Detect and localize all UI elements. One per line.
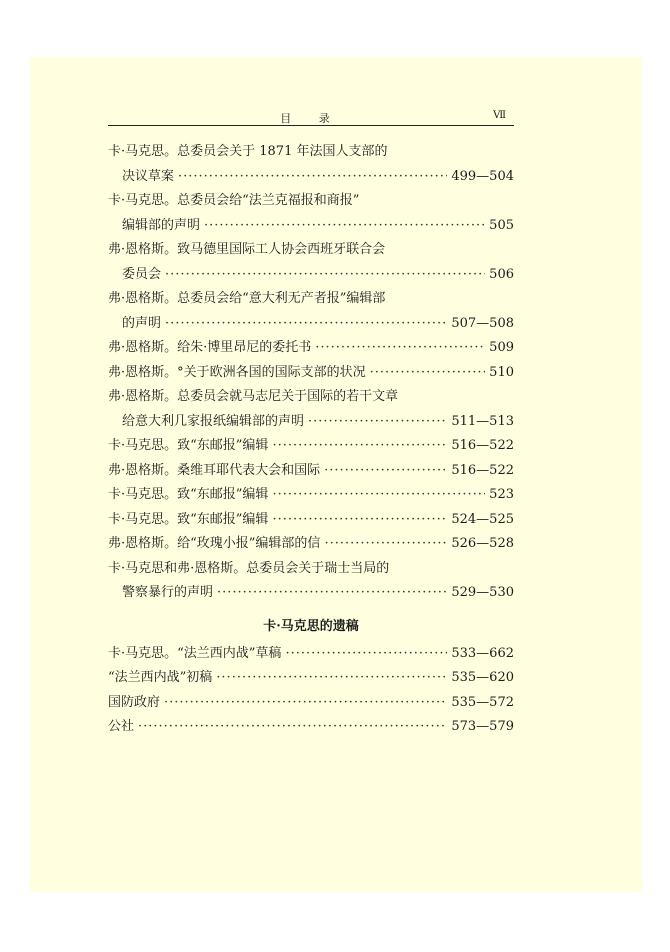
header-page-number: Ⅶ bbox=[493, 110, 506, 121]
leader-dots bbox=[165, 312, 447, 337]
toc-page-range: 510 bbox=[489, 364, 514, 380]
toc-entry-line: 弗·恩格斯。给朱·博里昂尼的委托书 ····· 509 bbox=[108, 336, 514, 361]
leader-dots bbox=[165, 263, 485, 288]
toc-page-range: 523 bbox=[489, 487, 514, 502]
leader-dots bbox=[272, 434, 447, 459]
toc-page-range: 535—572 bbox=[451, 694, 514, 710]
leader-dots bbox=[272, 508, 447, 533]
toc-entry-line: “法兰西内战”初稿 ····· 535—620 bbox=[108, 666, 514, 691]
running-header bbox=[108, 104, 514, 126]
toc-entry-title: 弗·恩格斯。致马德里国际工人协会西班牙联合会 bbox=[108, 242, 386, 257]
toc-page-range: 499—504 bbox=[451, 168, 514, 184]
toc-entry-line: 国防政府 ····· 535—572 bbox=[108, 691, 514, 716]
leader-dots bbox=[324, 532, 447, 557]
leader-dots bbox=[308, 410, 447, 435]
toc-entry-title: 卡·马克思。总委员会给“法兰克福报和商报” bbox=[108, 193, 360, 208]
toc-entry-line: 卡·马克思。“法兰西内战”草稿 ····· 533—662 bbox=[108, 642, 514, 667]
leader-dots bbox=[315, 336, 485, 361]
toc-entry-line: 决议草案 ····· 499—504 bbox=[108, 165, 514, 190]
toc-entry-line: 弗·恩格斯。给“玫瑰小报”编辑部的信 ····· 526—528 bbox=[108, 532, 514, 557]
leader-dots bbox=[178, 165, 447, 190]
toc-entry-line: 的声明 ····· 507—508 bbox=[108, 312, 514, 337]
toc-entry-line: 编辑部的声明 ····· 505 bbox=[108, 214, 514, 239]
toc-entry-title: 弗·恩格斯。总委员会就马志尼关于国际的若干文章 bbox=[108, 389, 399, 404]
toc-entry-line: 卡·马克思。致“东邮报”编辑 ····· 516—522 bbox=[108, 434, 514, 459]
leader-dots bbox=[217, 581, 447, 606]
leader-dots bbox=[138, 715, 447, 740]
toc-entry-line: 弗·恩格斯。°关于欧洲各国的国际支部的状况 ····· 510 bbox=[108, 361, 514, 386]
toc-entry-line: 卡·马克思。致“东邮报”编辑 ····· 524—525 bbox=[108, 508, 514, 533]
toc-entry-line: 弗·恩格斯。桑维耳耶代表大会和国际 ····· 516—522 bbox=[108, 459, 514, 484]
header-title: 目 录 bbox=[280, 112, 342, 125]
toc-entry-title: 弗·恩格斯。总委员会给“意大利无产者报”编辑部 bbox=[108, 291, 386, 306]
leader-dots bbox=[285, 642, 447, 667]
leader-dots bbox=[216, 666, 447, 691]
toc-page-range: 573—579 bbox=[451, 719, 514, 734]
toc-entry-line: 委员会 ····· 506 bbox=[108, 263, 514, 288]
leader-dots bbox=[370, 361, 486, 386]
toc-page-range: 507—508 bbox=[451, 315, 514, 331]
leader-dots bbox=[204, 214, 485, 239]
toc-entry-line: 警察暴行的声明 ····· 529—530 bbox=[108, 581, 514, 606]
toc-page-range: 505 bbox=[489, 217, 514, 233]
table-of-contents bbox=[108, 140, 514, 740]
toc-page-range: 529—530 bbox=[451, 585, 514, 600]
section-heading: 卡·马克思的遗稿 bbox=[263, 618, 359, 634]
toc-page-range: 511—513 bbox=[451, 413, 514, 429]
toc-page-range: 526—528 bbox=[451, 536, 514, 551]
leader-dots bbox=[272, 483, 485, 508]
toc-page-range: 506 bbox=[489, 266, 514, 282]
toc-page-range: 535—620 bbox=[451, 670, 514, 685]
toc-page-range: 516—522 bbox=[451, 438, 514, 453]
toc-entry-line: 公社 ····· 573—579 bbox=[108, 715, 514, 740]
toc-page-range: 533—662 bbox=[451, 645, 514, 661]
toc-entry-line: 给意大利几家报纸编辑部的声明 ····· 511—513 bbox=[108, 410, 514, 435]
toc-page-range: 524—525 bbox=[451, 511, 514, 527]
toc-entry-title: 卡·马克思和弗·恩格斯。总委员会关于瑞士当局的 bbox=[108, 560, 390, 576]
toc-page-range: 516—522 bbox=[451, 462, 514, 478]
leader-dots bbox=[164, 691, 447, 716]
toc-entry-title: 卡·马克思。总委员会关于 1871 年法国人支部的 bbox=[108, 144, 388, 159]
leader-dots bbox=[324, 459, 447, 484]
toc-page-range: 509 bbox=[489, 340, 514, 355]
toc-entry-line: 卡·马克思。致“东邮报”编辑 ····· 523 bbox=[108, 483, 514, 508]
